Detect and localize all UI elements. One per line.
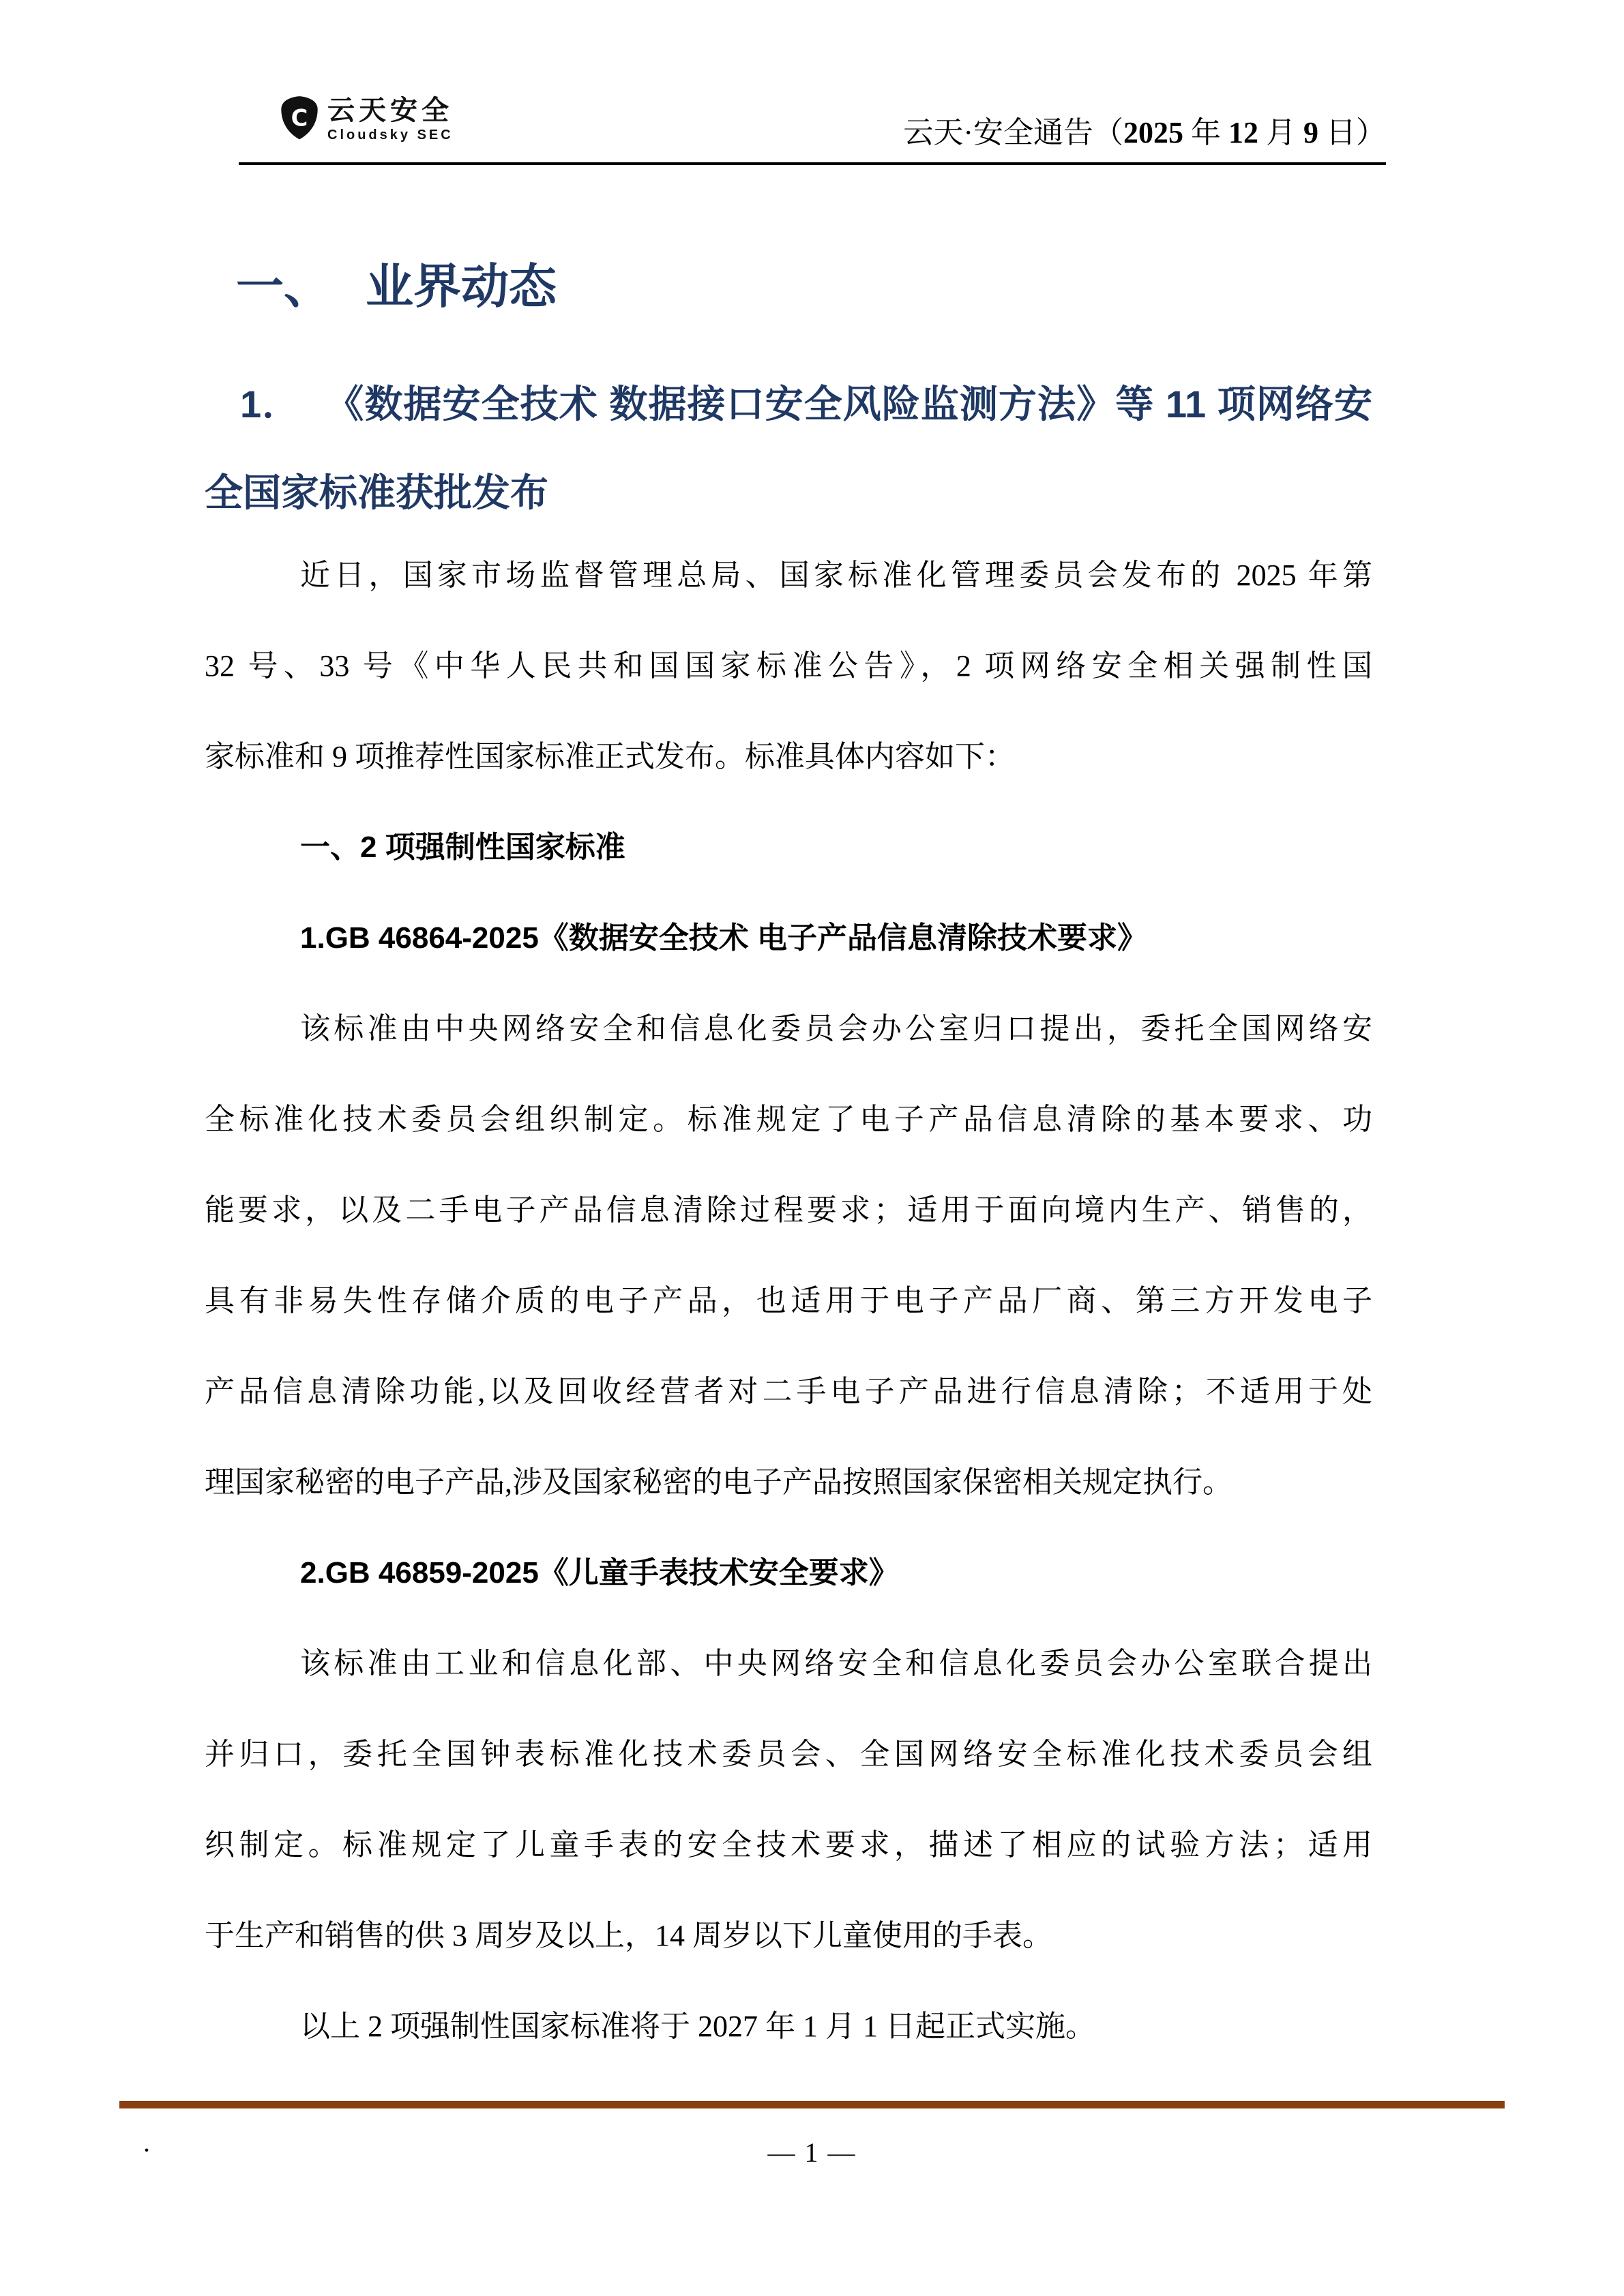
body-line: 全标准化技术委员会组织制定。标准规定了电子产品信息清除的基本要求、功 <box>205 1103 1372 1136</box>
subsection-heading <box>205 360 1372 537</box>
section-heading-text: 业界动态 <box>366 260 557 313</box>
body-line: 该标准由工业和信息化部、中央网络安全和信息化委员会办公室联合提出 <box>300 1647 1372 1680</box>
section-heading <box>205 256 1372 317</box>
body-line: 32 号、33 号《中华人民共和国国家标准公告》，2 项网络安全相关强制性国 <box>205 649 1372 683</box>
subsection-heading-number: 1． <box>240 383 301 426</box>
body-line: 能要求，以及二手电子产品信息清除过程要求；适用于面向境内生产、销售的， <box>205 1193 1372 1227</box>
logo-text <box>327 95 454 143</box>
body-text <box>205 530 1372 2072</box>
company-logo <box>280 95 454 143</box>
header-title-part: 云天·安全通告（ <box>903 116 1123 149</box>
stray-dot: . <box>143 2127 150 2158</box>
header-title-part: 月 <box>1258 116 1303 149</box>
subsection-heading-line: 全国家标准获批发布 <box>205 471 548 514</box>
body-line: 产品信息清除功能,以及回收经营者对二手电子产品进行信息清除；不适用于处 <box>205 1375 1372 1408</box>
header-title-part: 12 <box>1228 116 1258 149</box>
body-line: 近日，国家市场监督管理总局、国家标准化管理委员会发布的 2025 年第 <box>300 558 1372 592</box>
body-line: 并归口，委托全国钟表标准化技术委员会、全国网络安全标准化技术委员会组 <box>205 1738 1372 1771</box>
header-title <box>903 116 1386 150</box>
body-bold-line: 一、2 项强制性国家标准 <box>300 831 625 864</box>
body-line: 该标准由中央网络安全和信息化委员会办公室归口提出，委托全国网络安 <box>300 1012 1372 1045</box>
header-title-part: 9 <box>1303 116 1318 149</box>
shield-c-icon <box>280 95 319 140</box>
body-line: 家标准和 9 项推荐性国家标准正式发布。标准具体内容如下： <box>205 740 1015 773</box>
logo-name-en: Cloudsky SEC <box>327 128 454 143</box>
page-number: — 1 — <box>767 2137 857 2168</box>
body-line: 织制定。标准规定了儿童手表的安全技术要求，描述了相应的试验方法；适用 <box>205 1828 1372 1862</box>
header-title-part: 日） <box>1318 116 1386 149</box>
svg-text:C: C <box>291 104 308 132</box>
header-title-part: 2025 <box>1123 116 1183 149</box>
subsection-heading-line: 1． 《数据安全技术 数据接口安全风险监测方法》等 11 项网络安 <box>240 383 1372 426</box>
logo-name-cn: 云天安全 <box>327 95 453 125</box>
body-line: 于生产和销售的供 3 周岁及以上，14 周岁以下儿童使用的手表。 <box>205 1919 1052 1952</box>
section-heading-number: 一、 <box>236 260 331 313</box>
body-line: 具有非易失性存储介质的电子产品，也适用于电子产品厂商、第三方开发电子 <box>205 1284 1372 1317</box>
body-bold-line: 2.GB 46859-2025《儿童手表技术安全要求》 <box>300 1556 899 1590</box>
body-line: 理国家秘密的电子产品,涉及国家秘密的电子产品按照国家保密相关规定执行。 <box>205 1465 1232 1499</box>
footer-divider-line <box>119 2101 1505 2108</box>
body-bold-line: 1.GB 46864-2025《数据安全技术 电子产品信息清除技术要求》 <box>300 921 1148 955</box>
body-line: 以上 2 项强制性国家标准将于 2027 年 1 月 1 日起正式实施。 <box>300 2010 1095 2043</box>
header-divider-line <box>239 162 1386 165</box>
header-title-part: 年 <box>1183 116 1228 149</box>
